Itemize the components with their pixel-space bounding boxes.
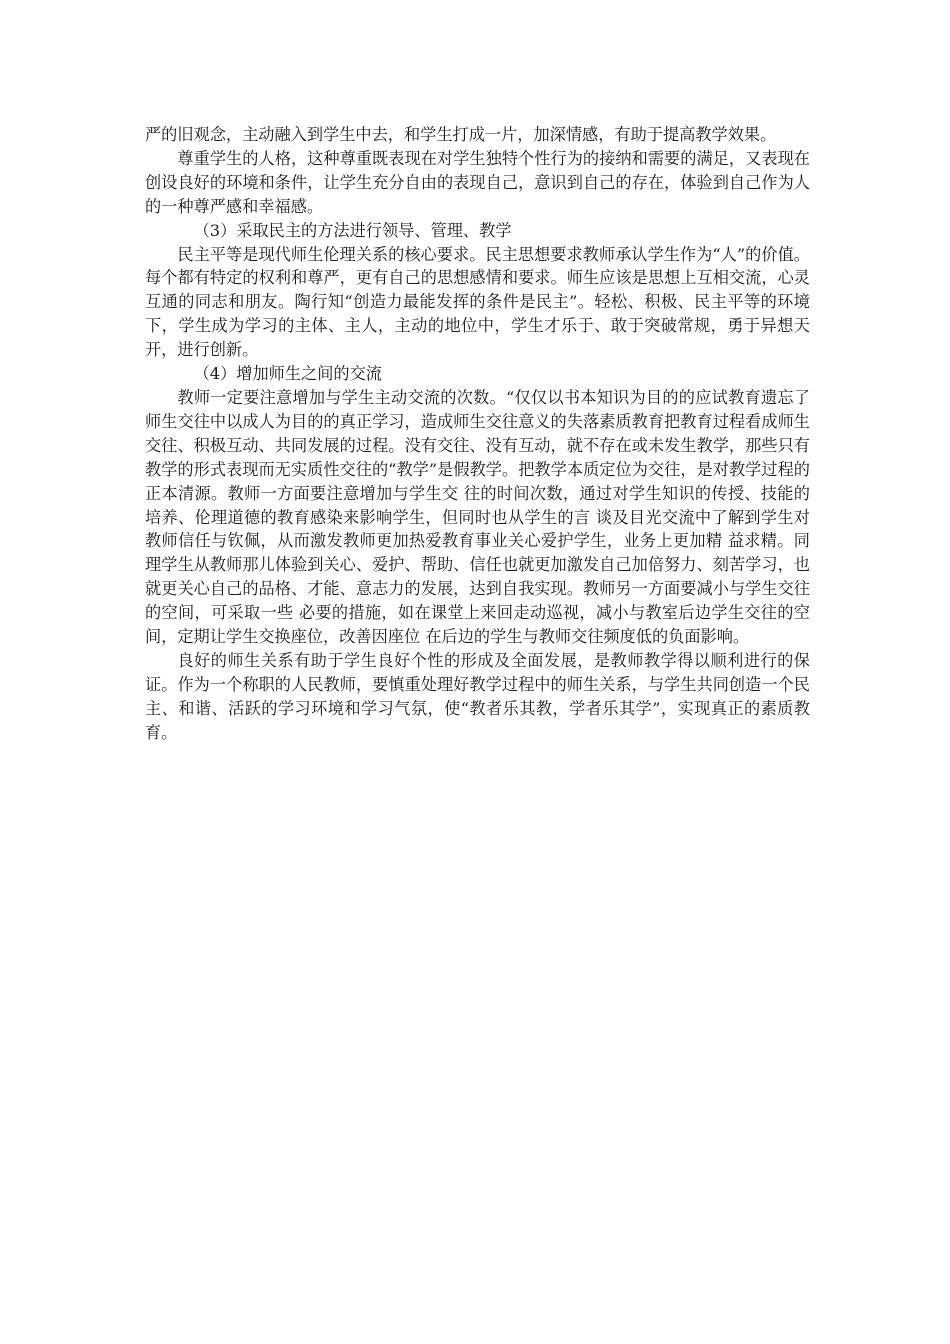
section-heading-4: （4）增加师生之间的交流: [193, 364, 382, 384]
document-body: [145, 123, 810, 745]
paragraph-respect-personality: 尊重学生的人格，这种尊重既表现在对学生独特个性行为的接纳和需要的满足，又表现在创设良好的环境和条件，让学生充分自由的表现自己，意识到自己的存在，体验到自己作为人的一种尊严感和幸福感。: [145, 148, 810, 216]
paragraph-conclusion: 良好的师生关系有助于学生良好个性的形成及全面发展，是教师教学得以顺利进行的保证。作为一个称职的人民教师，要慎重处理好教学过程中的师生关系，与学生共同创造一个民主、和谐、活跃的学习环境和学习气氛，使“教者乐其教，学者乐其学”，实现真正的素质教育。: [145, 650, 810, 742]
paragraph-communication: 教师一定要注意增加与学生主动交流的次数。“仅仅以书本知识为目的的应试教育遗忘了师生交往中以成人为目的的真正学习，造成师生交往意义的失落素质教育把教育过程看成师生交往、积极互动、共同发展的过程。没有交往、没有互动，就不存在或未发生教学，那些只有教学的形式表现而无实质性交往的“教学”是假教学。把教学本质定位为交往，是对教学过程的正本清源。教师一方面要注意增加与学生交 往的时间次数，通过对学生知识的传授、技能的培养、伦理道德的教育感染来影响学生，但同时也从学生的言 谈及目光交流中了解到学生对教师信任与钦佩，从而激发教师更加热爱教育事业关心爱护学生，业务上更加精 益求精。同理学生从教师那儿体验到关心、爱护、帮助、信任也就更加激发自己加倍努力、刻苦学习，也就更关心自己的品格、才能、意志力的发展，达到自我实现。教师另一方面要减小与学生交往的空间，可采取一些 必要的措施，如在课堂上来回走动巡视，减小与教室后边学生交往的空间，定期让学生交换座位，改善因座位 在后边的学生与教师交往频度低的负面影响。: [145, 387, 810, 647]
paragraph-continuation: 严的旧观念，主动融入到学生中去，和学生打成一片，加深情感，有助于提高教学效果。: [145, 125, 777, 144]
paragraph-democracy: 民主平等是现代师生伦理关系的核心要求。民主思想要求教师承认学生作为“人”的价值。每个都有特定的权利和尊严，更有自己的思想感情和要求。师生应该是思想上互相交流，心灵互通的同志和朋友。陶行知“创造力最能发挥的条件是民主”。轻松、积极、民主平等的环境下，学生成为学习的主体、主人，主动的地位中，学生才乐于、敢于突破常规，勇于异想天开，进行创新。: [145, 244, 810, 360]
section-heading-3: （3）采取民主的方法进行领导、管理、教学: [193, 220, 512, 240]
